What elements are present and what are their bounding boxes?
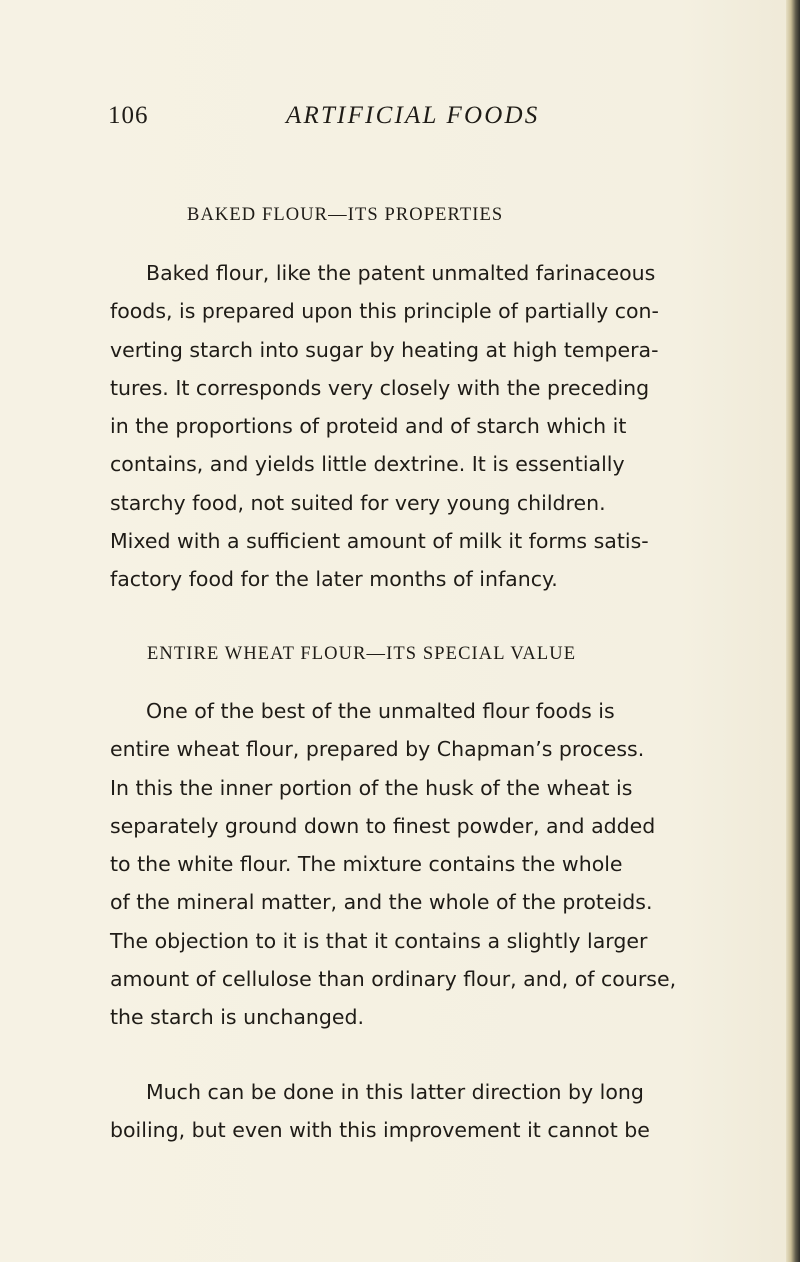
text-line: The objection to it is that it contains a slightly larger xyxy=(110,928,648,953)
section-heading-baked-flour: BAKED FLOUR—ITS PROPERTIES xyxy=(187,205,504,225)
paragraph-baked-flour xyxy=(110,254,705,599)
text-line: One of the best of the unmalted flour foods is xyxy=(146,699,615,723)
section-heading-entire-wheat-flour: ENTIRE WHEAT FLOUR—ITS SPECIAL VALUE xyxy=(147,644,577,664)
page-number: 106 xyxy=(108,102,149,129)
text-line: to the white flour. The mixture contains the whole xyxy=(110,852,623,877)
text-line: foods, is prepared upon this principle of partially con- xyxy=(110,299,659,324)
paragraph-entire-wheat-flour xyxy=(110,692,705,1037)
text-line: Mixed with a sufficient amount of milk it forms satis- xyxy=(110,529,649,554)
paragraph-long-boiling xyxy=(110,1073,705,1150)
text-line: factory food for the later months of infancy. xyxy=(110,567,558,592)
text-line: verting starch into sugar by heating at high tempera- xyxy=(110,337,659,362)
text-line: in the proportions of proteid and of starch which it xyxy=(110,414,627,439)
text-line: amount of cellulose than ordinary flour, and, of course, xyxy=(110,967,677,992)
text-line: Much can be done in this latter direction by long xyxy=(146,1080,644,1104)
page-edge-shadow xyxy=(786,0,800,1262)
text-line: tures. It corresponds very closely with the preceding xyxy=(110,375,650,400)
text-line: contains, and yields little dextrine. It is essentially xyxy=(110,452,625,477)
text-line: entire wheat flour, prepared by Chapman’s process. xyxy=(110,737,645,762)
running-title: ARTIFICIAL FOODS xyxy=(286,102,540,129)
text-line: Baked flour, like the patent unmalted farinaceous xyxy=(146,261,656,285)
text-line: the starch is unchanged. xyxy=(110,1005,365,1030)
text-line: starchy food, not suited for very young children. xyxy=(110,490,606,515)
running-head xyxy=(108,102,748,142)
text-line: In this the inner portion of the husk of the wheat is xyxy=(110,775,633,800)
text-line: boiling, but even with this improvement it cannot be xyxy=(110,1118,650,1143)
text-line: of the mineral matter, and the whole of the proteids. xyxy=(110,890,653,915)
text-line: separately ground down to finest powder, and added xyxy=(110,813,656,838)
